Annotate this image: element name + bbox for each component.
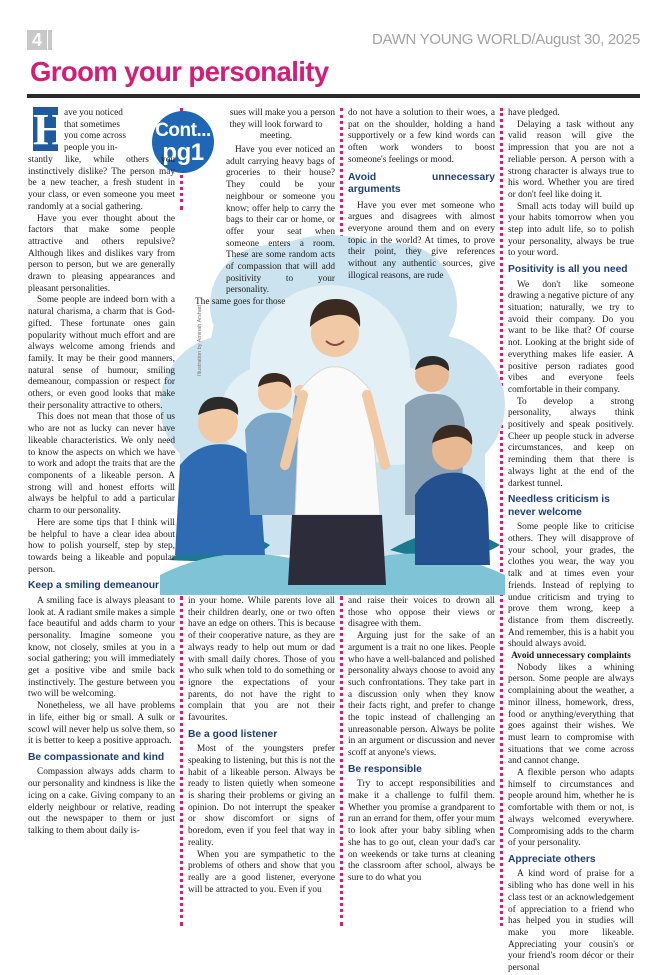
- heading-line: Needless criticism is: [508, 494, 610, 506]
- column-1: [28, 155, 175, 838]
- column-2-bottom: [188, 596, 335, 896]
- paragraph: A flexible person who adapts himself to circumstances and people around him, whether he is comfortable with them or not, is always welcomed everywhere. Compromising adds to the charm of your personality.: [508, 768, 634, 849]
- intro-line: that sometimes: [64, 119, 121, 130]
- paragraph: stantly like, while others you instinctively dislike? The person may be a new teacher, a fresh student in your class, or even someone you meet randomly at a social gathering.: [28, 155, 175, 212]
- illustration-credit: Illustration by Aminah Arshad: [197, 305, 203, 376]
- article-title: Groom your personality: [30, 56, 329, 87]
- column-divider-2b: [340, 596, 343, 926]
- paragraph: A kind word of praise for a sibling who has done well in his class test or an acknowledgement of appreciation to a friend who has helped you in studies will make you more likeable. Appreciating your cousin's or your friend's room décor or their personal: [508, 869, 634, 974]
- column-2-top: [217, 108, 335, 143]
- section-heading: Be a good listener: [188, 728, 278, 740]
- section-heading: [508, 494, 634, 519]
- paragraph: Have you ever thought about the factors that make some people attractive and others repulsive? Although likes and dislikes vary from person to person, but we are generally drawn to pleasing appearances and pleasant personalities.: [28, 213, 175, 294]
- continued-label: Cont...: [155, 120, 211, 141]
- section-heading: Avoid unnecessary arguments: [348, 171, 495, 196]
- masthead: DAWN YOUNG WORLD/August 30, 2025: [372, 31, 640, 48]
- paragraph: Most of the youngsters prefer speaking to listening, but this is not the habit of a likeable person. Always be ready to listen quietly when someone is sharing their problems or giving an opinion. Do not interrupt the speaker or show discomfort or signs of boredom, even if you feel that way in reality.: [188, 744, 335, 848]
- section-heading: Be responsible: [348, 763, 422, 775]
- intro-line: ave you noticed: [64, 108, 123, 118]
- page-number-bar: [48, 30, 52, 50]
- paragraph: Here are some tips that I think will be helpful to have a clear idea about how to polish yourself, step by step, towards being a likeable and popular person.: [28, 517, 175, 575]
- paragraph: and raise their voices to drown all those who oppose their views or disagree with them.: [348, 596, 495, 630]
- section-heading: Appreciate others: [508, 853, 596, 865]
- column-3-bottom: [348, 596, 495, 885]
- paragraph: To develop a strong personality, always think positively and speak positively. Cheer up people stuck in adverse circumstances, and keep on reminding them that there is always light at the end of the darkest tunnel.: [508, 396, 634, 489]
- page-number: 4: [27, 30, 47, 50]
- paragraph: do not have a solution to their woes, a pat on the shoulder, holding a hand supportively or a few kind words can often work wonders to boost someone's feelings or mood.: [348, 108, 495, 165]
- paragraph: Arguing just for the sake of an argument is a trait no one likes. People who have a well-balanced and polished personality always choose to avoid any such confrontations. They take part in a discussion only when they know their facts right, and prefer to change the topic instead of challenging an unreasonable person. Always be polite in an argument or discussion and never scoff at anyone's views.: [348, 631, 495, 759]
- paragraph: When you are sympathetic to the problems of others and show that you really are a good listener, everyone will be attracted to you. Even if you: [188, 849, 335, 895]
- paragraph: Some people are indeed born with a natural charisma, a charm that is God-gifted. These fortunate ones gain popularity without much effort and are always welcome among friends and family. It may be their good manners, natural sense of humour, smiling demeanour, compassion or respect for others, or even good looks that make their personality attractive to others.: [28, 295, 175, 411]
- paragraph: Some people like to criticise others. They will disapprove of your school, your grades, the clothes you wear, the way you talk and at times even your friends. Instead of replying to undue criticism and trying to prove them wrong, keep a distance from them discreetly. And remember, this is a habit you should always avoid.: [508, 522, 634, 650]
- paragraph: This does not mean that those of us who are not as lucky can never have likeable characteristics. We only need to know the aspects on which we have to work and adopt the traits that are the components of a likeable person. A strong will and honest efforts will always be helpful to add a particular charm to our personality.: [28, 412, 175, 517]
- drop-cap: H: [33, 105, 68, 154]
- paragraph: The same goes for those: [195, 297, 286, 308]
- sub-heading: Avoid unnecessary complaints: [511, 651, 631, 662]
- paragraph: have pledged.: [508, 108, 560, 118]
- column-4: [508, 108, 634, 975]
- title-rule: [27, 94, 640, 98]
- paragraph: Compassion always adds charm to our personality and kindness is like the icing on a cake. Giving company to an elderly neighbour or relative, reading out the newspaper to them or just talking to them about daily is-: [28, 767, 175, 836]
- intro-line: people you in-: [64, 143, 118, 154]
- text-line: meeting.: [259, 131, 293, 142]
- column-3-top: [348, 108, 495, 282]
- section-heading: Be compassionate and kind: [28, 751, 165, 763]
- heading-line: never welcome: [508, 506, 582, 518]
- column-2-mid: [186, 145, 335, 309]
- paragraph: Have you ever met someone who argues and disagrees with almost everyone around them and on every topic in the world? At times, to prove their point, they give references without any authentic sources, give illogical reasons, are rude: [348, 200, 495, 281]
- paragraph: Delaying a task without any valid reason will give the impression that you are not a reliable person. A person with a strong character is always true to his word. Whether you are tired or don't feel like doing it.: [508, 119, 634, 200]
- paragraph: Nonetheless, we all have problems in life, either big or small. A sulk or scowl will never help us solve them, so it is better to keep a positive approach.: [28, 701, 175, 747]
- paragraph: Small acts today will build up your habits tomorrow when you step into adult life, so to polish your personality, always be true to your word.: [508, 201, 634, 259]
- col1-intro: [64, 108, 148, 155]
- text-line: they will look forward to: [229, 119, 323, 130]
- paragraph: Nobody likes a whining person. Some people are always complaining about the weather, a minor illness, homework, dress, food or anything/everything that goes against their wishes. We must learn to compromise with situations that we come across and cannot change.: [508, 662, 634, 767]
- paragraph: Try to accept responsibilities and make it a challenge to fulfil them. Whether you promise a grandparent to run an errand for them, offer your mum to look after your baby sibling when she has to go out, clean your dad's car on weekends or take turns at cleaning the classroom after school, always be sure to do what you: [348, 779, 495, 883]
- paragraph: A smiling face is always pleasant to look at. A radiant smile makes a simple face beautiful and adds charm to your personality. Imagine someone you know, not closely, smiles at you in a social gathering; you will immediately get a positive vibe and smile back instinctively. The gesture between you two will be welcoming.: [28, 595, 175, 700]
- text-line: sues will make you a person: [229, 108, 335, 118]
- section-heading: Positivity is all you need: [508, 264, 628, 276]
- column-divider-1b: [180, 596, 183, 926]
- intro-line: you come across: [64, 131, 126, 142]
- paragraph: We don't like someone drawing a negative picture of any situation; naturally, we try to avoid their company. Do you want to be like that? Of course not. Looking at the bright side of everything makes life easier. A positive person radiates good vibes and everyone feels comfortable in their company.: [508, 279, 634, 395]
- paragraph: in your home. While parents love all their children dearly, one or two often have an edge on others. This is because of their cooperative nature, as they are always ready to help out mum or dad with small daily chores. Those of you who sulk when told to do something or ignore the expectations of your parents, do not have the right to complain that you are not their favourites.: [188, 596, 335, 724]
- section-heading: Keep a smiling demeanour: [28, 580, 160, 592]
- paragraph: Have you ever noticed an adult carrying heavy bags of groceries to their house? They could be your neighbour or someone you know; offer help to carry the bags to their car or home, or offer your seat when someone enters a room. These are some random acts of compassion that will add positivity to your personality.: [226, 145, 335, 296]
- continued-page: pg1: [162, 139, 204, 166]
